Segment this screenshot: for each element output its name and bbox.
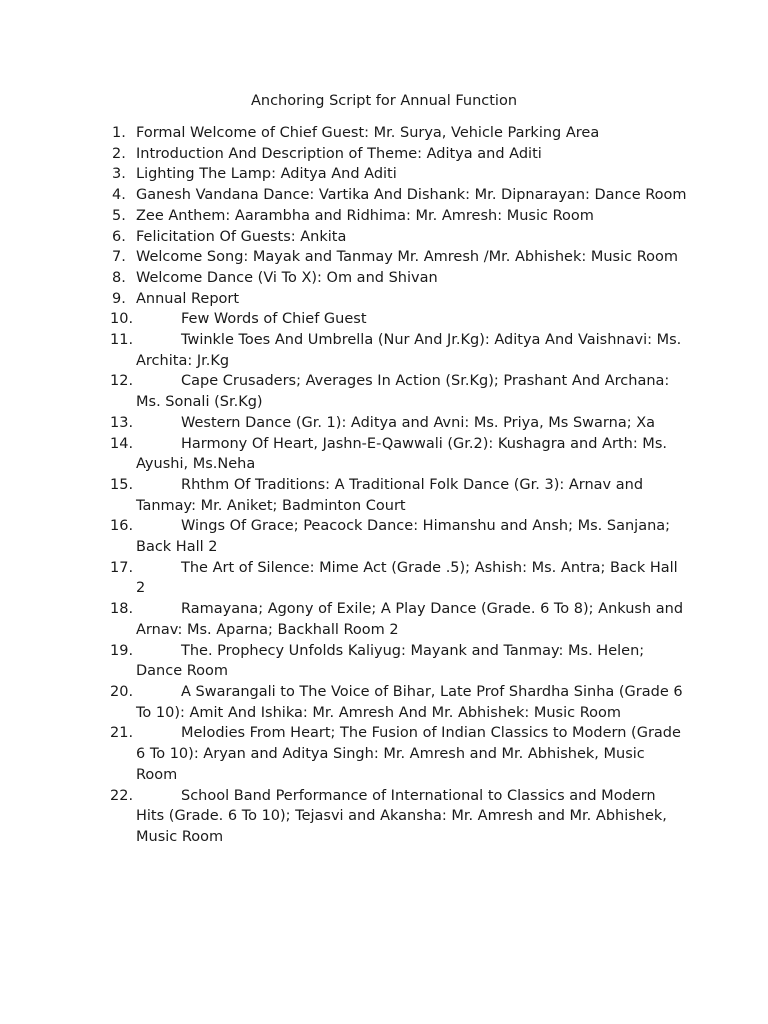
item-number: 19. [110, 642, 134, 659]
item-number: 18. [110, 601, 134, 618]
item-text: Felicitation Of Guests: Ankita [136, 228, 347, 245]
item-number: 2. [112, 145, 126, 162]
list-item [108, 413, 688, 434]
list-item [108, 599, 688, 640]
item-number: 20. [110, 683, 134, 700]
list-item [108, 434, 688, 475]
list-item [108, 268, 688, 289]
item-text: Welcome Song: Mayak and Tanmay Mr. Amresh /Mr. Abhishek: Music Room [136, 249, 679, 266]
item-number: 17. [110, 559, 134, 576]
list-item [108, 641, 688, 682]
item-text: Lighting The Lamp: Aditya And Aditi [136, 166, 397, 183]
list-item [108, 330, 688, 371]
list-item [108, 123, 688, 144]
item-number: 1. [112, 125, 126, 141]
list-item [108, 309, 688, 330]
item-number: 8. [112, 269, 126, 286]
item-text: Rhthm Of Traditions: A Traditional Folk Dance (Gr. 3): Arnav and Tanmay: Mr. Aniket; Badminton Court [136, 476, 644, 514]
item-text: Welcome Dance (Vi To X): Om and Shivan [136, 269, 438, 286]
item-number: 4. [112, 187, 126, 204]
item-text: A Swarangali to The Voice of Bihar, Late Prof Shardha Sinha (Grade 6 To 10): Amit And Ishika: Mr. Amresh And Mr. Abhishek: Music Room [136, 683, 683, 721]
item-number: 12. [110, 373, 134, 390]
list-item [108, 164, 688, 185]
list-item [108, 247, 688, 268]
item-number: 16. [110, 518, 134, 535]
item-text: Western Dance (Gr. 1): Aditya and Avni: Ms. Priya, Ms Swarna; Xa [181, 414, 656, 431]
item-number: 6. [112, 228, 126, 245]
list-item [108, 289, 688, 310]
document-title: Anchoring Script for Annual Function [250, 93, 518, 109]
list-item [108, 723, 688, 785]
item-text: Ramayana; Agony of Exile; A Play Dance (Grade. 6 To 8); Ankush and Arnav: Ms. Aparna; Backhall Room 2 [136, 601, 684, 638]
program-list [108, 123, 688, 848]
item-text: Melodies From Heart; The Fusion of Indian Classics to Modern (Grade 6 To 10): Aryan and Aditya Singh: Mr. Amresh and Mr. Abhishek, Music Room [136, 725, 681, 783]
list-item [108, 682, 688, 723]
list-item [108, 786, 688, 848]
item-number: 9. [112, 290, 126, 307]
item-number: 3. [112, 166, 126, 183]
item-text: Annual Report [136, 290, 240, 307]
list-item [108, 206, 688, 227]
item-text: Formal Welcome of Chief Guest: Mr. Surya, Vehicle Parking Area [136, 125, 600, 141]
item-number: 5. [112, 207, 126, 224]
item-number: 10. [110, 311, 134, 328]
item-text: The Art of Silence: Mime Act (Grade .5); Ashish: Ms. Antra; Back Hall 2 [136, 559, 678, 597]
item-text: Wings Of Grace; Peacock Dance: Himanshu and Ansh; Ms. Sanjana; Back Hall 2 [136, 518, 671, 556]
item-text: Introduction And Description of Theme: Aditya and Aditi [136, 145, 542, 162]
list-item [108, 475, 688, 516]
item-text: Harmony Of Heart, Jashn-E-Qawwali (Gr.2): Kushagra and Arth: Ms. Ayushi, Ms.Neha [136, 435, 667, 473]
list-item [108, 371, 688, 412]
item-text: The. Prophecy Unfolds Kaliyug: Mayank and Tanmay: Ms. Helen; Dance Room [136, 642, 645, 680]
list-item [108, 227, 688, 248]
item-text: Zee Anthem: Aarambha and Ridhima: Mr. Amresh: Music Room [136, 207, 594, 224]
item-text: Few Words of Chief Guest [181, 311, 367, 328]
list-item [108, 558, 688, 599]
item-number: 21. [110, 725, 134, 742]
item-number: 22. [110, 787, 134, 804]
item-text: Cape Crusaders; Averages In Action (Sr.Kg); Prashant And Archana: Ms. Sonali (Sr.Kg) [136, 373, 670, 411]
list-item [108, 185, 688, 206]
item-text: Twinkle Toes And Umbrella (Nur And Jr.Kg): Aditya And Vaishnavi: Ms. Archita: Jr.Kg [136, 332, 682, 369]
item-number: 15. [110, 476, 134, 493]
list-item [108, 144, 688, 165]
item-number: 14. [110, 435, 134, 452]
item-number: 11. [110, 332, 134, 349]
item-number: 13. [110, 414, 134, 431]
item-number: 7. [112, 249, 126, 266]
item-text: School Band Performance of International to Classics and Modern Hits (Grade. 6 To 10); Tejasvi and Akansha: Mr. Amresh and Mr. Abhishek, Music Room [136, 787, 667, 845]
list-item [108, 516, 688, 557]
item-text: Ganesh Vandana Dance: Vartika And Dishank: Mr. Dipnarayan: Dance Room [136, 187, 687, 204]
